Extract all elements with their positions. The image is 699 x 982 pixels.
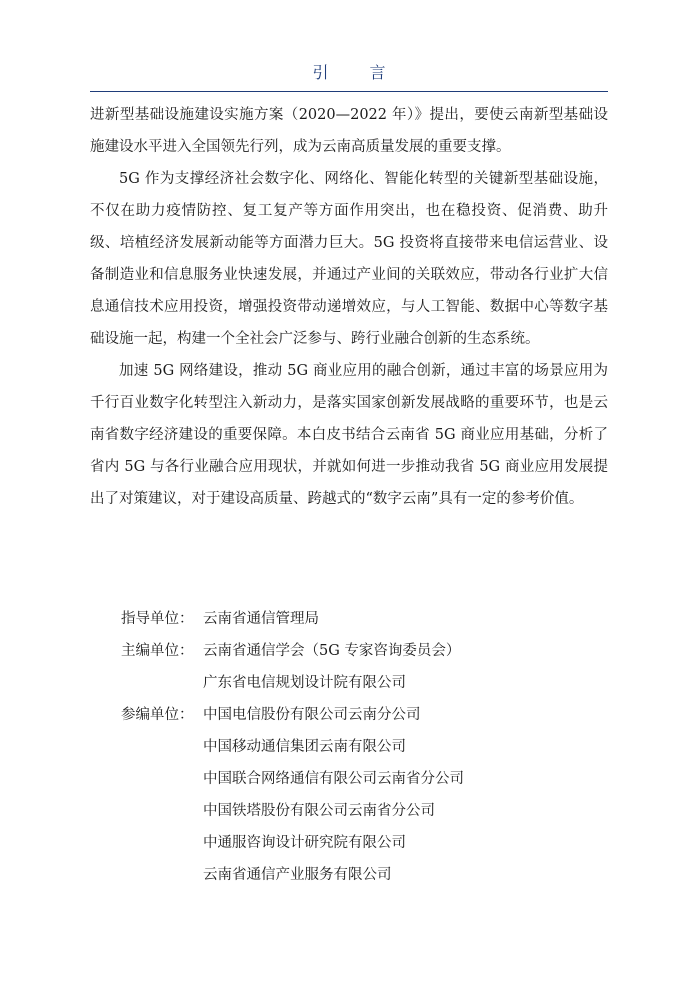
credit-chief-unit: 广东省电信规划设计院有限公司: [203, 675, 406, 691]
paragraph-5g-construction: 加速 5G 网络建设，推动 5G 商业应用的融合创新，通过丰富的场景应用为千行百业数字化转型注入新动力，是落实国家创新发展战略的重要环节，也是云南省数字经济建设的重要保障。本白皮书结合云南省 5G 商业应用基础，分析了省内 5G 与各行业融合应用现状，并就如何进一步推动我省 5G 商业应用发展提出了对策建议，对于建设高质量、跨越式的“数字云南”具有一定的参考价值。: [90, 363, 608, 507]
credit-contrib-unit: 中通服咨询设计研究院有限公司: [203, 835, 406, 851]
paragraph-continued: 进新型基础设施建设实施方案（2020—2022 年）》提出，要使云南新型基础设施建设水平进入全国领先行列，成为云南高质量发展的重要支撑。: [90, 107, 608, 155]
credit-chief-row: [121, 635, 601, 699]
credit-contrib-label: 参编单位：: [121, 707, 194, 723]
credit-chief-unit: 云南省通信学会（5G 专家咨询委员会）: [203, 643, 461, 659]
credit-guide-unit: 云南省通信管理局: [203, 611, 319, 627]
credit-contrib-unit: 中国移动通信集团云南有限公司: [203, 739, 406, 755]
header-rule: [90, 91, 608, 92]
credit-contrib-row: [121, 699, 601, 891]
credit-contrib-unit: 云南省通信产业服务有限公司: [203, 867, 392, 883]
paragraph-5g-role: 5G 作为支撑经济社会数字化、网络化、智能化转型的关键新型基础设施，不仅在助力疫情防控、复工复产等方面作用突出，也在稳投资、促消费、助升级、培植经济发展新动能等方面潜力巨大。5G 投资将直接带来电信运营业、设备制造业和信息服务业快速发展，并通过产业间的关联效应，带动各行业扩大信息通信技术应用投资，增强投资带动递增效应，与人工智能、数据中心等数字基础设施一起，构建一个全社会广泛参与、跨行业融合创新的生态系统。: [90, 171, 608, 347]
credit-contrib-unit: 中国电信股份有限公司云南分公司: [203, 707, 421, 723]
page-header-title: 引 言: [312, 63, 404, 82]
credits-block: [121, 603, 601, 891]
credit-chief-label: 主编单位：: [121, 643, 194, 659]
credit-contrib-unit: 中国联合网络通信有限公司云南省分公司: [203, 771, 464, 787]
credit-guide-row: [121, 603, 601, 635]
credit-contrib-unit: 中国铁塔股份有限公司云南省分公司: [203, 803, 435, 819]
credit-guide-label: 指导单位：: [121, 611, 194, 627]
body-text: [90, 99, 608, 515]
